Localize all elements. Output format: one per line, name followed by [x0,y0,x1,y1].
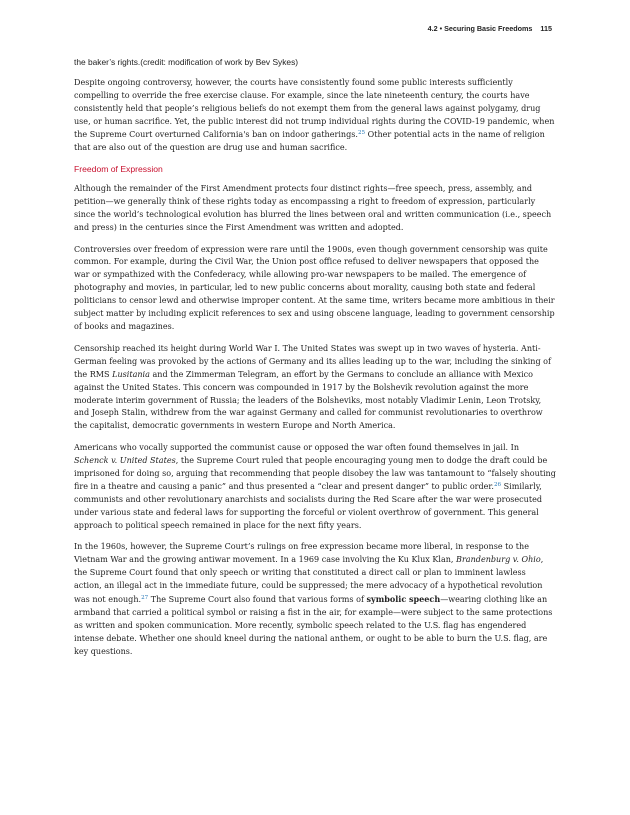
footnote-ref-27[interactable]: 27 [141,594,149,601]
paragraph-schenck [74,442,556,533]
text-run: In the 1960s, however, the Supreme Court’s rulings on free expression became more liberal, in response to the Vietnam War and the growing antiwar movement. In a 1969 case involving the Ku Klux Klan, [74,542,529,564]
key-term: symbolic speech [366,593,441,604]
text-run: and the Zimmerman Telegram, an effort by the Germans to conclude an alliance with Mexico against the United States. This concern was compounded in 1917 by the Bolshevik revolution against the more moderate interim government of Russia; the leaders of the Bolsheviks, most notably Vladimir Lenin, Leon Trotsky, and Joseph Stalin, withdrew from the war against Germany and called for communist revolutionaries to overthrow the capitalist, democratic governments in western Europe and North America. [74,369,543,431]
paragraph-censorship-history: Controversies over freedom of expression were rare until the 1900s, even though government censorship was quite common. For example, during the Civil War, the Union post office refused to deliver newspapers that opposed the war or sympathized with the Confederacy, while allowing pro-war newspapers to be mailed. The emergence of photography and movies, in particular, led to new public concerns about morality, causing both state and federal politicians to censor lewd and otherwise improper content. At the same time, writers became more ambitious in their subject matter by including explicit references to sex and using obscene language, leading to government censorship of books and magazines. [74,244,555,332]
paragraph-brandenburg [74,541,556,659]
section-title: 4.2 • Securing Basic Freedoms [427,24,533,33]
figure-caption-continuation: the baker’s rights.(credit: modification of work by Bev Sykes) [74,57,299,67]
footnote-ref-26[interactable]: 26 [493,481,502,488]
text-run: Despite ongoing controversy, however, the courts have consistently found some public interests sufficiently compelling to override the free exercise clause. For example, since the late nineteenth century, the courts have consistently held that people’s religious beliefs do not exempt them from the general laws against polygamy, drug use, or human sacrifice. Yet, the public interest did not trump individual rights during the COVID-19 pandemic, when the Supreme Court overturned California's ban on indoor gatherings. [74,78,555,139]
text-run: , the Supreme Court ruled that people encouraging young men to dodge the draft could be imprisoned for doing so, arguing that recommending that people disobey the law was tantamount to “falsely shouting fire in a theatre and causing a panic” and thus presented a “clear and present danger” to public order. [74,455,556,491]
ship-name: Lusitania [112,369,150,379]
text-run: The Supreme Court also found that various forms of [148,594,367,604]
paragraph-free-exercise [74,77,556,155]
running-header [428,24,552,33]
paragraph-expression-rights: Although the remainder of the First Amendment protects four distinct rights—free speech, press, assembly, and petition—we generally think of these rights today as encompassing a right to freedom of expression, particularly since the world’s technological evolution has blurred the lines between oral and written communication (i.e., speech and press) in the centuries since the First Amendment was written and adopted. [74,184,552,233]
section-heading: Freedom of Expression [74,164,163,175]
text-run: , the Supreme Court found that only speech or writing that constituted a direct call or plan to imminent lawless action, an illegal act in the immediate future, could be suppressed; the mere advocacy of a hypothetical revolution was not enough. [74,555,544,604]
text-run: Censorship reached its height during World War I. The United States was swept up in two waves of hysteria. Anti-German feeling was provoked by the actions of Germany and its allies leading up to the war, including the sinking of the RMS [74,343,551,379]
case-name: Brandenburg v. Ohio [456,555,541,564]
text-run: Other potential acts in the name of religion that are also out of the question are drug use and human sacrifice. [74,129,545,152]
paragraph-world-war-one [74,343,556,434]
text-run: Similarly, communists and other revolutionary anarchists and socialists during the Red Scare after the war were prosecuted under various state and federal laws for supporting the forceful or violent overthrow of government. This general approach to political speech remained in place for the next fifty years. [74,481,543,530]
page-number: 115 [540,24,552,33]
text-run: Americans who vocally supported the communist cause or opposed the war often found themselves in jail. In [74,442,519,452]
text-run: —wearing clothing like an armband that carried a political symbol or raising a fist in the air, for example—were subject to the same protections as written and spoken communication. More recently, symbolic speech related to the U.S. flag has engendered intense debate. Whether one should kneel during the national anthem, or ought to be able to burn the U.S. flag, are key questions. [74,594,553,656]
body-text [74,56,556,667]
case-name: Schenck v. United States [74,455,176,465]
footnote-ref-25[interactable]: 25 [357,129,366,136]
